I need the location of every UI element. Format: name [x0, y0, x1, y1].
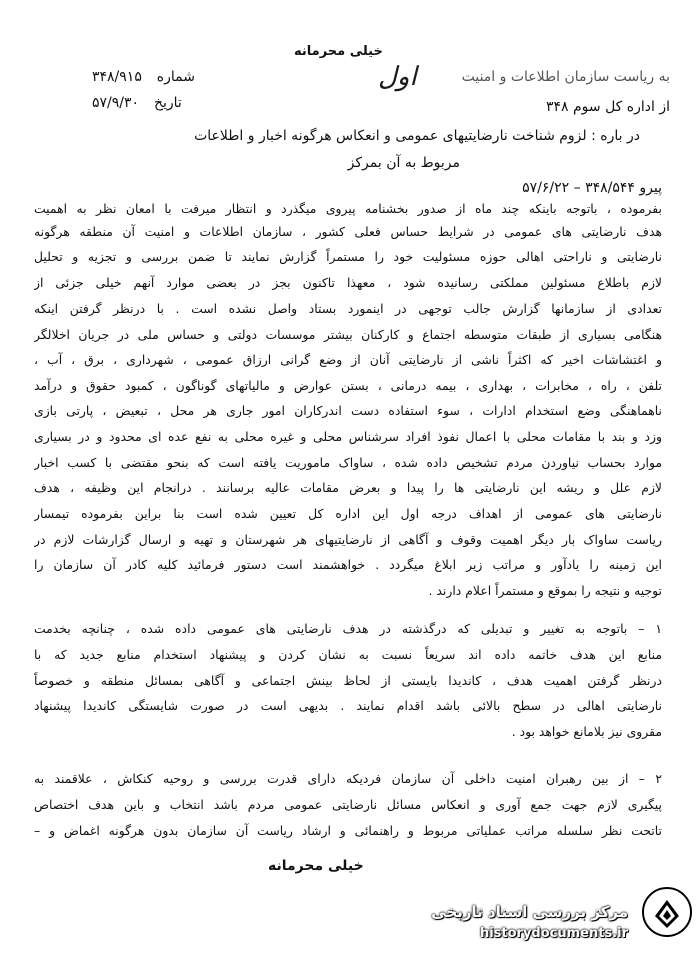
recipient-line: به ریاست سازمان اطلاعات و امنیت	[461, 69, 670, 85]
body-line: نارضایتی و ناراحتی اهالی حوزه مسئولیت خود را مستمراً گزارش نمایند تا ضمن بررسی و تجزیه و تحلیل	[34, 249, 662, 264]
body-line: نارضایتی اهالی در سطح بالائی باشد اقدام نمایند . بدیهی است در صورت شایستگی کاندیدا پیشنهاد	[34, 698, 662, 713]
sender-line: از اداره کل سوم ۳۴۸	[545, 99, 670, 115]
date-label: تاریخ	[153, 95, 182, 111]
body-line: ناهماهنگی وضع استخدام ادارات ، سوء استفاده دست اندرکاران امور جاری هر محل ، تبعیض ، پارتی بازی	[34, 403, 662, 418]
subject-line-2: مربوط به آن بمرکز	[347, 155, 460, 171]
number-label: شماره	[156, 69, 195, 85]
classification-top: خیلی محرمانه	[294, 44, 383, 59]
reference-line: پیرو ۳۴۸/۵۴۴ – ۵۷/۶/۲۲	[522, 180, 662, 196]
body-line: موارد بحساب نیاوردن مردم تشخیص داده شده ، ساواک ماموریت یافته است که بنحو مقتضی با کسب اخبار	[34, 455, 662, 470]
body-line: وزد و بند با مقامات محلی با اعمال نفوذ افراد سرشناس محلی و غیره محلی به نفع عده ای محدود و در بسیاری	[34, 429, 662, 444]
body-line: هدف نارضایتی های عمومی در شرایط حساس فعلی کشور ، سازمان اطلاعات و امنیت آن منطقه هرگونه	[34, 224, 662, 239]
body-line: لازم باطلاع مسئولین مملکتی رسانیده شود ، معهذا تاکنون بجز در بعضی موارد آنهم خیلی جزئی از	[34, 275, 662, 290]
book-logo-icon	[641, 886, 693, 938]
document-number	[92, 69, 195, 85]
body-line: تاتحت نظر سلسله مراتب عملیاتی مربوط و راهنمائی و ارشاد ریاست آن سازمان بدون هرگونه اغماض و –	[34, 823, 662, 838]
body-line: منابع این هدف خاتمه داده اند سریعاً نسبت به نشان کردن و پیشنهاد استخدام منابع جدید که با	[34, 647, 662, 662]
body-line: نارضایتی های عمومی از اهداف درجه اول این اداره کل تعیین شده است بنا براین بفرموده تیمسار	[34, 506, 662, 521]
body-line: درنظر گرفتن اهمیت هدف ، کاندیدا بایستی از لحاظ بینش اجتماعی و آگاهی بمسائل منطقه و خصوصاً	[34, 673, 662, 688]
body-line: توجیه و نتیجه را بموقع و مستمراً اعلام دارند .	[428, 583, 662, 598]
number-value: ۳۴۸/۹۱۵	[92, 69, 142, 85]
handwritten-mark: اول	[378, 62, 417, 92]
body-line: پیگیری لازم جهت جمع آوری و انعکاس مسائل نارضایتی عمومی مردم باشد انتخاب و باین هدف اختصاص	[34, 797, 662, 812]
classification-bottom: خیلی محرمانه	[268, 858, 364, 874]
body-line: بفرموده ، باتوجه باینکه چند ماه از صدور بخشنامه پیروی میگذرد و انتظار میرفت با امعان نظر به اهمیت	[34, 201, 662, 216]
body-line: لازم علل و ریشه این نارضایتی ها را پیدا و بعرض مقامات عالیه برسانند . درانجام این وظیفه ، هدف	[34, 480, 662, 495]
document-date	[92, 95, 182, 111]
body-line: تلفن ، راه ، مخابرات ، بهداری ، بیمه درمانی ، بستن عوارض و مالیاتهای گوناگون ، کمبود حقوق و درآمد	[34, 378, 662, 393]
body-line: ریاست ساواک بار دیگر اهمیت وقوف و آگاهی از نارضایتیهای هر شهرستان و تهیه و ارسال گزارشات لازم در	[34, 532, 662, 547]
body-line: تعدادی از سازمانها گزارش جالب توجهی در اینمورد بستاد واصل نشده است . با درنظر گرفتن اینکه	[34, 301, 662, 316]
body-line: و اغتشاشات اخیر که اکثراً ناشی از نارضایتی آنان از وضع گرانی ارزاق عمومی ، شهرداری ، برق ، آب ،	[34, 352, 662, 367]
watermark-org-name: مرکز بررسی اسناد تاریخی	[431, 903, 628, 921]
body-line: هنگامی بسیاری از طبقات متوسطه اجتماع و کارکنان بیشتر موسسات دولتی و حساس ملی در جریان اخلالگر	[34, 327, 662, 342]
body-line: ۲ – از بین رهبران امنیت داخلی آن سازمان فردیکه دارای قدرت بررسی و روحیه کنکاش ، علاقمند به	[34, 771, 662, 786]
date-value: ۵۷/۹/۳۰	[92, 95, 140, 111]
subject-line-1: در باره : لزوم شناخت نارضایتیهای عمومی و انعکاس هرگونه اخبار و اطلاعات	[194, 128, 640, 144]
watermark-url: historydocuments.ir	[479, 926, 628, 941]
body-line: مقروی نیز بلامانع خواهد بود .	[511, 724, 662, 739]
body-line: این زمینه را یادآور و مراتب زیر ابلاغ میگردد . خواهشمند است دستور فرمائید کلیه کادر آن سازمان را	[34, 557, 662, 572]
body-line: ۱ – باتوجه به تغییر و تبدیلی که درگذشته در هدف نارضایتی های عمومی داده شده ، چنانچه بخدمت	[34, 621, 662, 636]
